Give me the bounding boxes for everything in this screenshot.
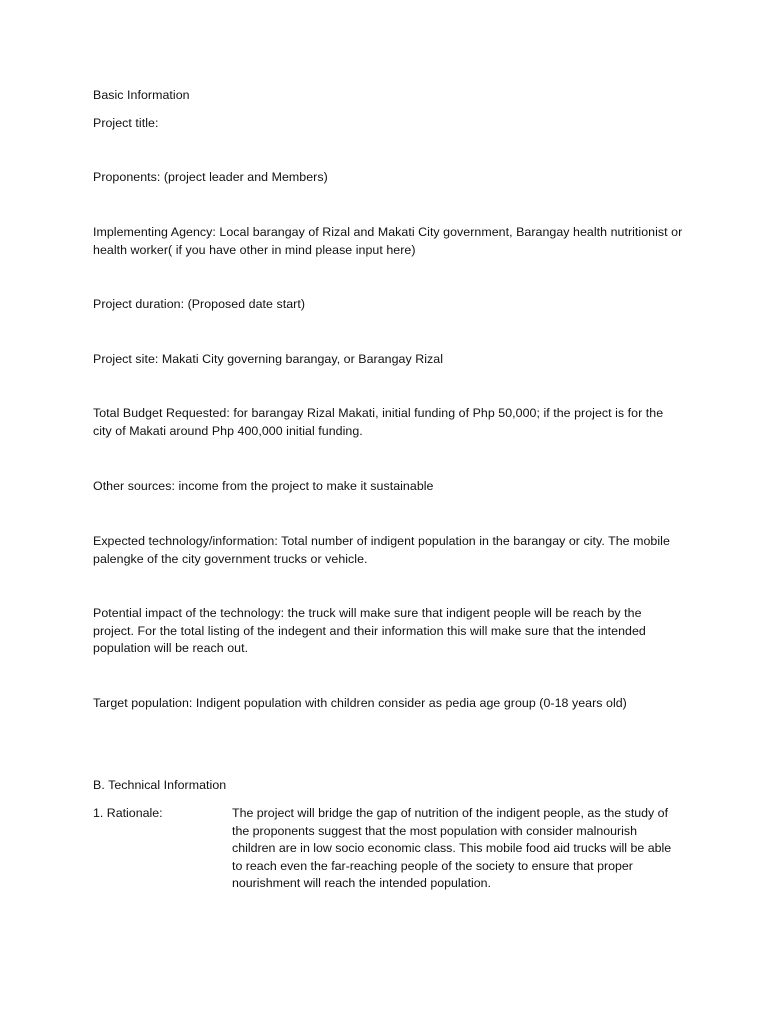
implementing-agency-paragraph: Implementing Agency: Local barangay of Rizal and Makati City government, Barangay health nutritionist or health worker( if you have other in mind please input here) xyxy=(93,225,683,257)
section-heading-technical-information: B. Technical Information xyxy=(93,778,227,792)
project-duration-line: Project duration: (Proposed date start) xyxy=(93,297,306,311)
section-heading-basic-information: Basic Information xyxy=(93,88,190,102)
total-budget-paragraph: Total Budget Requested: for barangay Rizal Makati, initial funding of Php 50,000; if the project is for the city of Makati around Php 400,000 initial funding. xyxy=(93,406,664,438)
project-title-line: Project title: xyxy=(93,116,159,130)
other-sources-line: Other sources: income from the project to make it sustainable xyxy=(93,479,434,493)
rationale-paragraph: The project will bridge the gap of nutrition of the indigent people, as the study of the proponents suggest that the most population with consider malnourish children are in low socio economic class. This mobile food aid trucks will be able to reach even the far-reaching people of the society to ensure that proper nourishment will reach the intended population. xyxy=(232,806,672,890)
potential-impact-paragraph: Potential impact of the technology: the truck will make sure that indigent people will be reach by the project. For the total listing of the indegent and their information this will make sure that the intended population will be reach out. xyxy=(93,606,646,655)
rationale-label: 1. Rationale: xyxy=(93,806,163,820)
expected-technology-paragraph: Expected technology/information: Total number of indigent population in the barangay or city. The mobile palengke of the city government trucks or vehicle. xyxy=(93,534,670,566)
project-site-line: Project site: Makati City governing barangay, or Barangay Rizal xyxy=(93,352,444,366)
target-population-line: Target population: Indigent population with children consider as pedia age group (0-18 years old) xyxy=(93,696,627,710)
proponents-line: Proponents: (project leader and Members) xyxy=(93,170,328,184)
